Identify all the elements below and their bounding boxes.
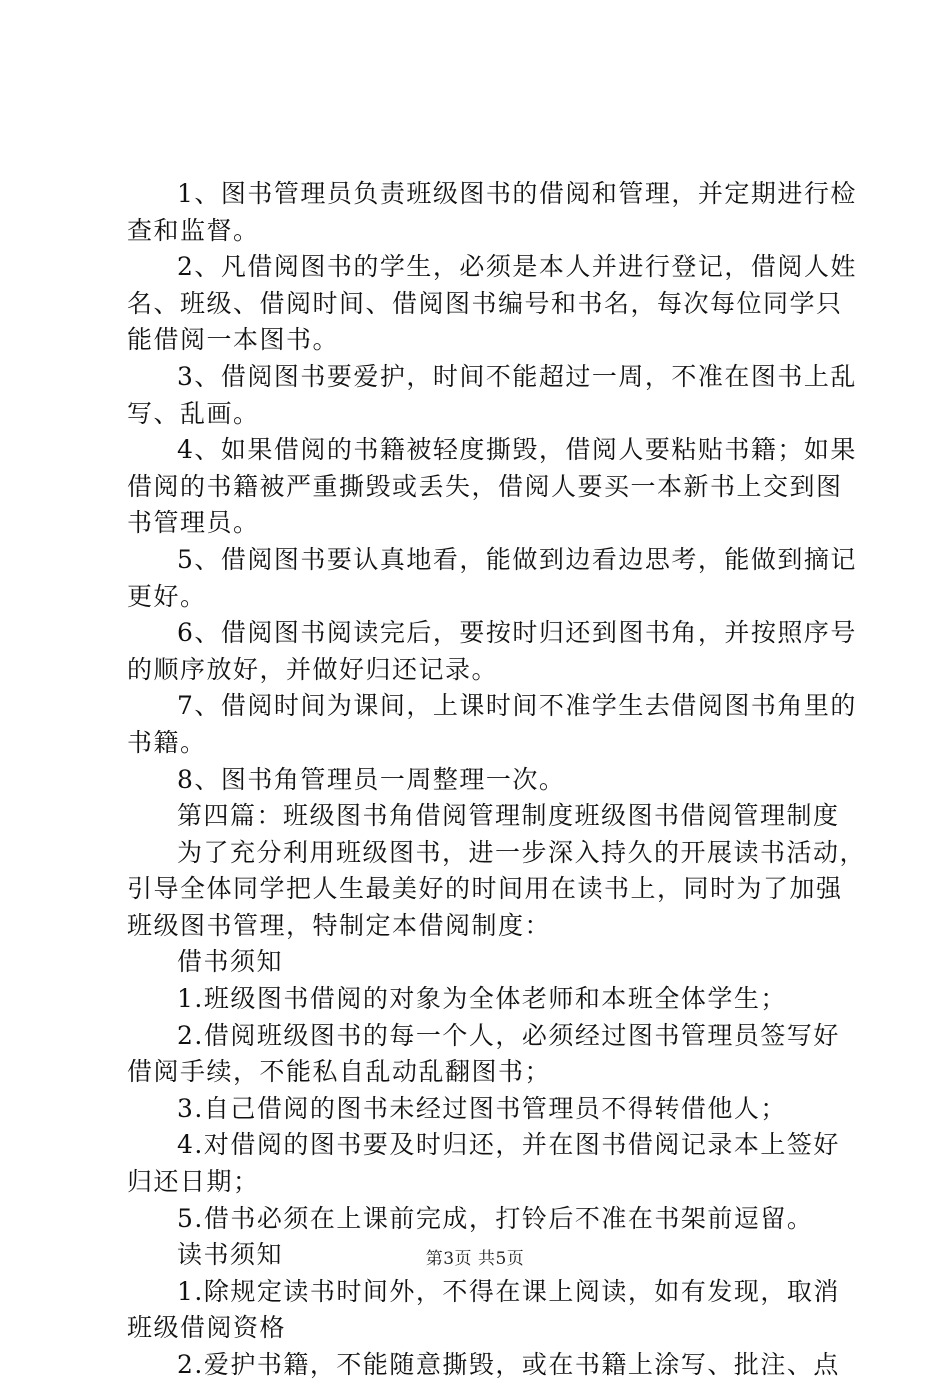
text-line: 更好。 [127,581,207,611]
text-line: 书管理员。 [127,508,260,538]
text-line: 借阅手续，不能私自乱动乱翻图书； [127,1057,552,1087]
text-line: 班级图书管理，特制定本借阅制度： [127,910,552,940]
text-line: 书籍。 [127,727,207,757]
text-line: 归还日期； [127,1167,260,1197]
text-line: 引导全体同学把人生最美好的时间用在读书上，同时为了加强 [127,874,843,904]
text-line: 6、借阅图书阅读完后，要按时归还到图书角，并按照序号 [177,618,857,648]
text-line: 1、图书管理员负责班级图书的借阅和管理，并定期进行检 [177,179,857,208]
text-line: 2.爱护书籍，不能随意撕毁，或在书籍上涂写、批注、点 [177,1350,840,1379]
text-line: 4.对借阅的图书要及时归还，并在图书借阅记录本上签好 [177,1130,840,1160]
text-line: 2、凡借阅图书的学生，必须是本人并进行登记，借阅人姓 [177,252,857,282]
text-line: 名、班级、借阅时间、借阅图书编号和书名，每次每位同学只 [127,288,843,318]
text-line: 1.班级图书借阅的对象为全体老师和本班全体学生； [177,984,787,1014]
text-line: 3、借阅图书要爱护，时间不能超过一周，不准在图书上乱 [177,361,857,391]
text-line: 1.除规定读书时间外，不得在课上阅读，如有发现，取消 [177,1276,840,1306]
text-line: 4、如果借阅的书籍被轻度撕毁，借阅人要粘贴书籍；如果 [177,435,857,465]
text-line: 5.借书必须在上课前完成，打铃后不准在书架前逗留。 [177,1203,814,1233]
text-line: 借书须知 [177,947,284,977]
text-line: 班级借阅资格 [127,1313,287,1343]
text-line: 8、图书角管理员一周整理一次。 [177,764,566,794]
document-body [127,176,867,1384]
text-line: 3.自己借阅的图书未经过图书管理员不得转借他人； [177,1093,787,1123]
text-line: 第四篇：班级图书角借阅管理制度班级图书借阅管理制度 [177,801,840,831]
text-line: 读书须知 [177,1240,284,1270]
text-line: 借阅的书籍被严重撕毁或丢失，借阅人要买一本新书上交到图 [127,471,843,501]
text-line: 能借阅一本图书。 [127,325,340,355]
page-footer: 第3页 共5页 [425,1249,525,1269]
text-line: 5、借阅图书要认真地看，能做到边看边思考，能做到摘记 [177,544,857,574]
text-line: 7、借阅时间为课间，上课时间不准学生去借阅图书角里的 [177,691,857,721]
text-line: 写、乱画。 [127,398,260,428]
text-line: 为了充分利用班级图书，进一步深入持久的开展读书活动， [177,837,867,867]
text-line: 查和监督。 [127,215,260,245]
text-line: 的顺序放好，并做好归还记录。 [127,654,499,684]
text-line: 2.借阅班级图书的每一个人，必须经过图书管理员签写好 [177,1020,840,1050]
